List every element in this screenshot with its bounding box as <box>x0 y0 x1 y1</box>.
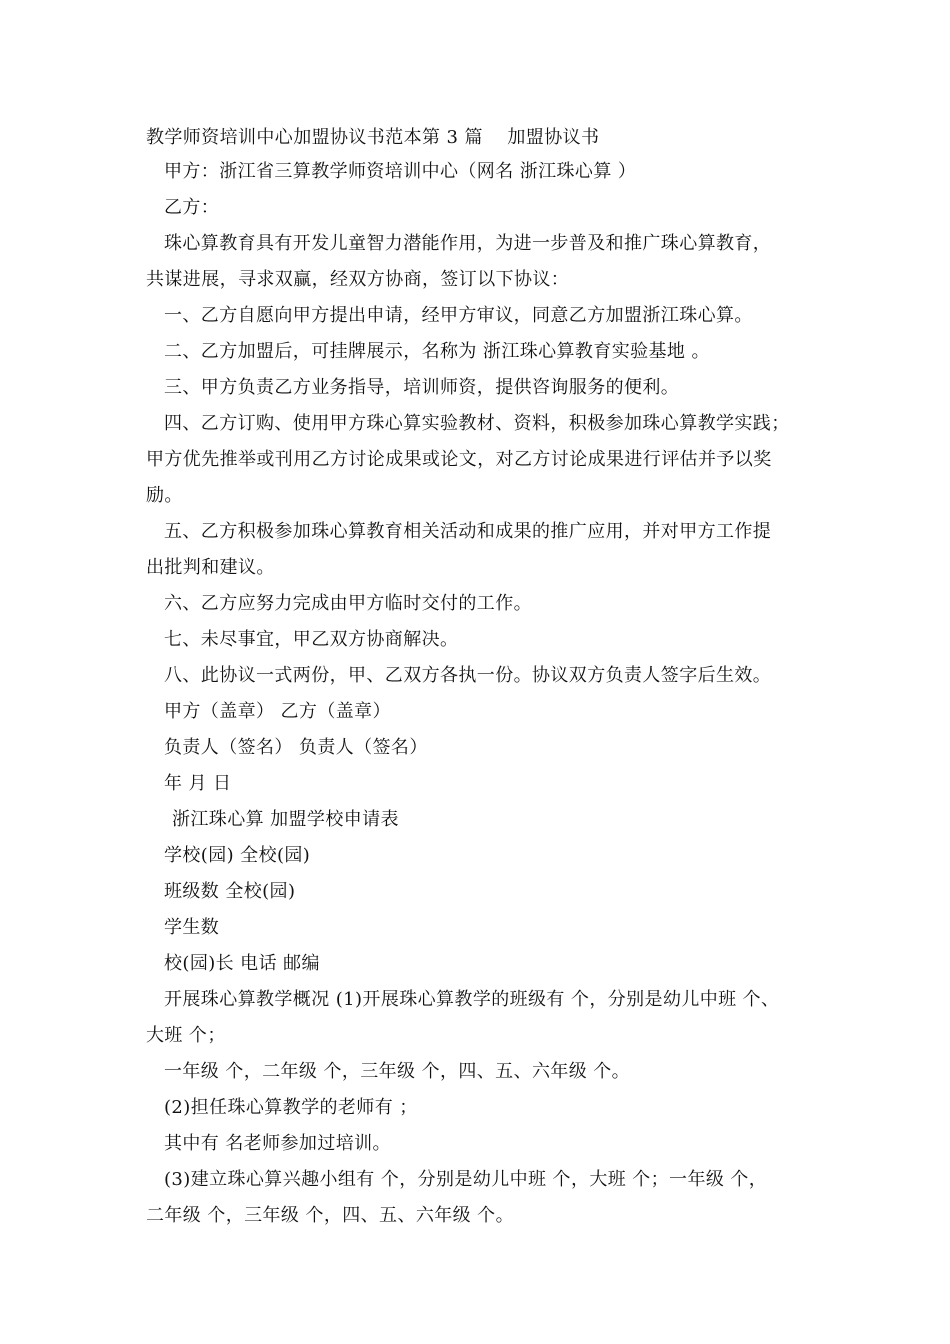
overview-line-3: 一年级 个，二年级 个，三年级 个，四、五、六年级 个。 <box>164 1061 631 1082</box>
overview-line-4: (2)担任珠心算教学的老师有 ； <box>164 1097 418 1118</box>
party-b-line: 乙方： <box>164 197 220 218</box>
signature-line: 负责人（签名） 负责人（签名） <box>164 737 428 758</box>
clause-5-line-1: 五、乙方积极参加珠心算教育相关活动和成果的推广应用，并对甲方工作提 <box>164 521 772 542</box>
overview-line-2: 大班 个； <box>146 1025 226 1046</box>
intro-paragraph-line-1: 珠心算教育具有开发儿童智力潜能作用，为进一步普及和推广珠心算教育， <box>164 233 772 254</box>
form-students-line: 学生数 <box>164 917 220 938</box>
clause-4-line-1: 四、乙方订购、使用甲方珠心算实验教材、资料，积极参加珠心算教学实践； <box>164 413 790 434</box>
clause-4-line-2: 甲方优先推举或刊用乙方讨论成果或论文，对乙方讨论成果进行评估并予以奖 <box>146 449 772 470</box>
date-line: 年 月 日 <box>164 773 232 794</box>
clause-8: 八、此协议一式两份，甲、乙双方各执一份。协议双方负责人签字后生效。 <box>164 665 772 686</box>
form-school-line: 学校(园) 全校(园) <box>164 845 311 866</box>
clause-1: 一、乙方自愿向甲方提出申请，经甲方审议，同意乙方加盟浙江珠心算。 <box>164 305 753 326</box>
form-classes-line: 班级数 全校(园) <box>164 881 296 902</box>
overview-line-6: (3)建立珠心算兴趣小组有 个，分别是幼儿中班 个，大班 个；一年级 个， <box>164 1169 768 1190</box>
clause-6: 六、乙方应努力完成由甲方临时交付的工作。 <box>164 593 532 614</box>
clause-4-line-3: 励。 <box>146 485 183 506</box>
clause-2: 二、乙方加盟后，可挂牌展示，名称为 浙江珠心算教育实验基地 。 <box>164 341 710 362</box>
document-title: 教学师资培训中心加盟协议书范本第 3 篇 加盟协议书 <box>146 127 600 148</box>
clause-7: 七、未尽事宜，甲乙双方协商解决。 <box>164 629 459 650</box>
clause-3: 三、甲方负责乙方业务指导，培训师资，提供咨询服务的便利。 <box>164 377 680 398</box>
overview-line-7: 二年级 个，三年级 个，四、五、六年级 个。 <box>146 1205 514 1226</box>
overview-line-1: 开展珠心算教学概况 (1)开展珠心算教学的班级有 个，分别是幼儿中班 个、 <box>164 989 780 1010</box>
application-form-title: 浙江珠心算 加盟学校申请表 <box>172 809 399 830</box>
seal-line: 甲方（盖章） 乙方（盖章） <box>164 701 391 722</box>
form-principal-line: 校(园)长 电话 邮编 <box>164 953 320 974</box>
party-a-line: 甲方：浙江省三算教学师资培训中心（网名 浙江珠心算 ） <box>164 161 637 182</box>
intro-paragraph-line-2: 共谋进展，寻求双赢，经双方协商，签订以下协议： <box>146 269 570 290</box>
overview-line-5: 其中有 名老师参加过培训。 <box>164 1133 391 1154</box>
clause-5-line-2: 出批判和建议。 <box>146 557 275 578</box>
